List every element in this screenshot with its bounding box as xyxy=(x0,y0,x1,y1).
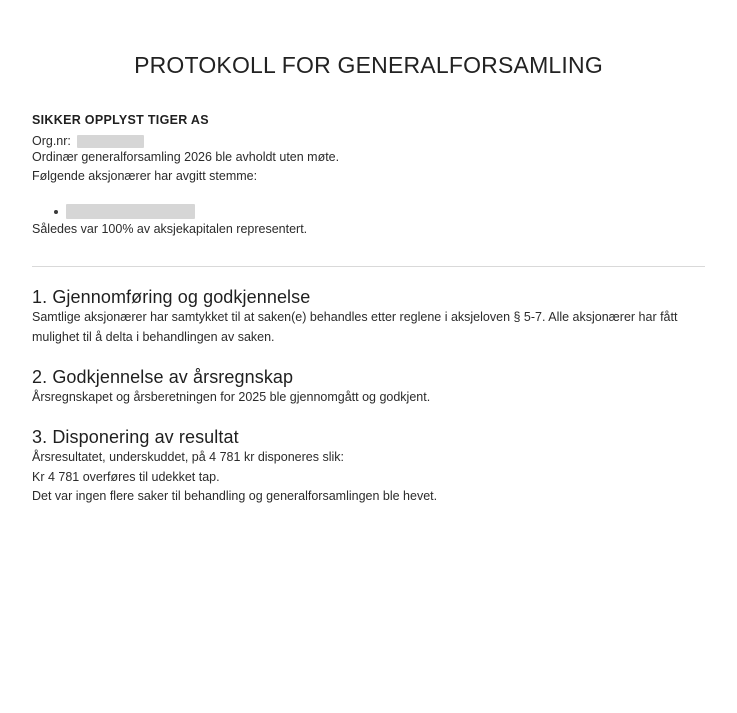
section-body-3: Årsresultatet, underskuddet, på 4 781 kr disponeres slik: xyxy=(32,450,344,465)
section-divider xyxy=(32,266,705,267)
voters-intro: Følgende aksjonærer har avgitt stemme: xyxy=(32,169,258,184)
closing-statement: Det var ingen flere saker til behandling og generalforsamlingen ble hevet. xyxy=(32,489,438,503)
orgnr-row xyxy=(32,134,705,148)
orgnr-label: Org.nr: xyxy=(32,134,71,148)
capital-statement: Således var 100% av aksjekapitalen representert. xyxy=(32,221,308,236)
orgnr-redacted-value xyxy=(77,135,144,148)
section-body-3-secondary: Kr 4 781 overføres til udekket tap. xyxy=(32,469,220,484)
shareholder-redacted-name xyxy=(66,204,195,219)
company-name: SIKKER OPPLYST TIGER AS xyxy=(32,113,209,127)
meeting-statement: Ordinær generalforsamling 2026 ble avholdt uten møte. xyxy=(32,150,340,164)
page-title: PROTOKOLL FOR GENERALFORSAMLING xyxy=(134,52,603,78)
shareholder-list xyxy=(32,204,705,220)
section-heading-1: 1. Gjennomføring og godkjennelse xyxy=(32,287,311,308)
section-body-1: Samtlige aksjonærer har samtykket til at saken(e) behandles etter reglene i aksjeloven § 5-7. Alle aksjonærer har fått mulighet til å delta i behandlingen av saken. xyxy=(32,310,678,344)
section-body-2: Årsregnskapet og årsberetningen for 2025 ble gjennomgått og godkjent. xyxy=(32,389,431,404)
section-heading-3: 3. Disponering av resultat xyxy=(32,427,239,448)
section-heading-2: 2. Godkjennelse av årsregnskap xyxy=(32,366,294,387)
list-item xyxy=(32,204,705,220)
